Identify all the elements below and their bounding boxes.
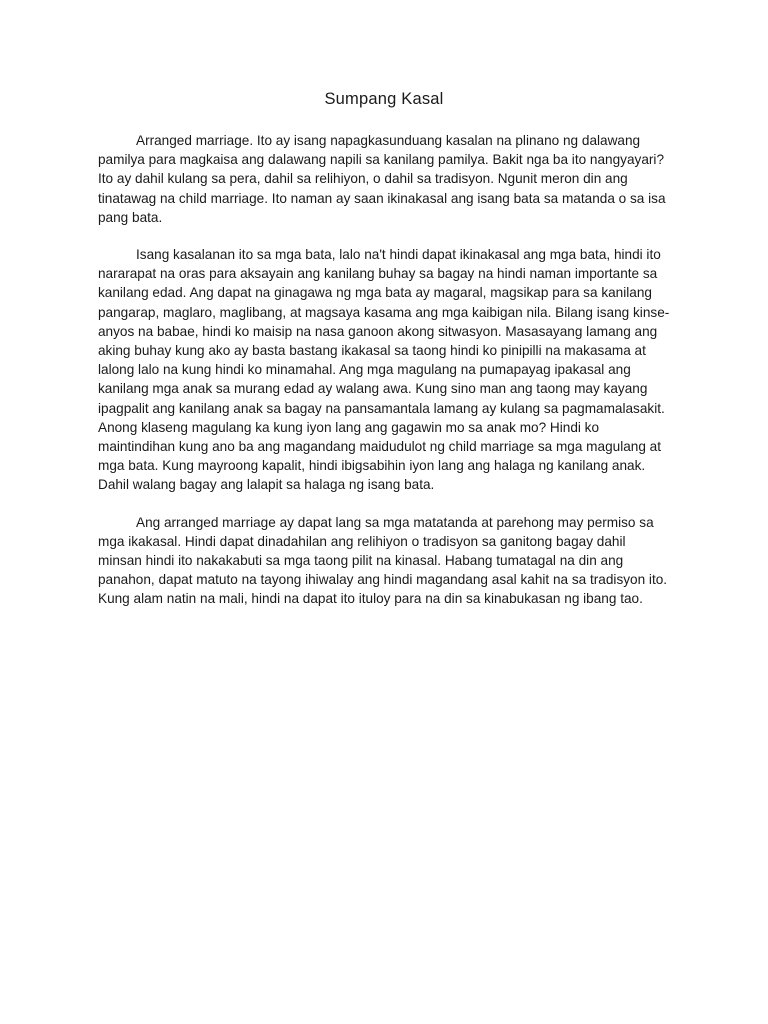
paragraph-1: Arranged marriage. Ito ay isang napagkasunduang kasalan na plinano ng dalawang pamilya para magkaisa ang dalawang napili sa kanilang pamilya. Bakit nga ba ito nangyayari? Ito ay dahil kulang sa pera, dahil sa relihiyon, o dahil sa tradisyon. Ngunit meron din ang tinatawag na child marriage. Ito naman ay saan ikinakasal ang isang bata sa matanda o sa isa pang bata. bbox=[98, 133, 666, 225]
paragraph-3: Ang arranged marriage ay dapat lang sa mga matatanda at parehong may permiso sa mga ikakasal. Hindi dapat dinadahilan ang relihiyon o tradisyon sa ganitong bagay dahil minsan hindi ito nakakabuti sa mga taong pilit na kinasal. Habang tumatagal na din ang panahon, dapat matuto na tayong ihiwalay ang hindi magandang asal kahit na sa tradisyon ito. Kung alam natin na mali, hindi na dapat ito ituloy para na din sa kinabukasan ng ibang tao. bbox=[98, 514, 668, 607]
paragraph-2: Isang kasalanan ito sa mga bata, lalo na't hindi dapat ikinakasal ang mga bata, hindi ito nararapat na oras para aksayain ang kanilang buhay sa bagay na hindi naman importante sa kanilang edad. Ang dapat na ginagawa ng mga bata ay magaral, magsikap para sa kanilang pangarap, maglaro, maglibang, at magsaya kasama ang mga kaibigan nila. Bilang isang kinse-anyos na babae, hindi ko maisip na nasa ganoon akong sitwasyon. Masasayang lamang ang aking buhay kung ako ay basta bastang ikakasal sa taong hindi ko pinipilli na makasama at lalong lalo na kung hindi ko minamahal. Ang mga magulang na pumapayag ipakasal ang kanilang mga anak sa murang edad ay walang awa. Kung sino man ang taong may kayang ipagpalit ang kanilang anak sa bagay na pansamantala lamang ay kulang sa pagmamalasakit. Anong klaseng magulang ka kung iyon lang ang gagawin mo sa anak mo? Hindi ko maintindihan kung ano ba ang magandang maidudulot ng child marriage sa mga magulang at mga bata. Kung mayroong kapalit, hindi ibigsabihin iyon lang ang halaga ng kanilang anak. Dahil walang bagay ang lalapit sa halaga ng isang bata. bbox=[98, 247, 670, 493]
page-title: Sumpang Kasal bbox=[324, 90, 444, 108]
